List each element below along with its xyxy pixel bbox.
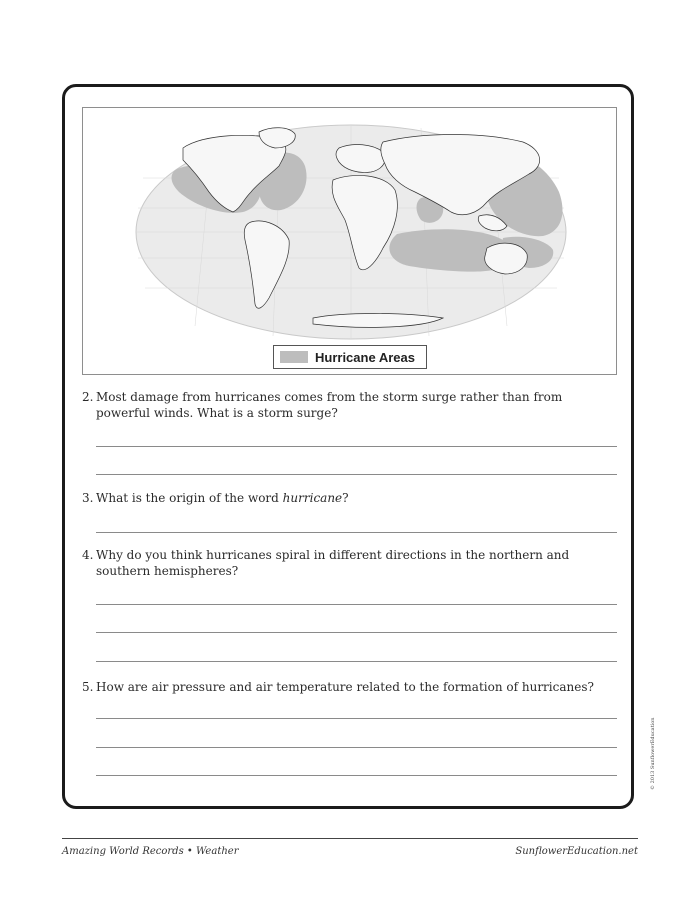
answer-line[interactable] (96, 532, 617, 533)
world-map-panel (82, 107, 617, 375)
copyright-note: © 2013 SunflowerEducation (650, 717, 656, 790)
answer-line[interactable] (96, 718, 617, 719)
question-text: Most damage from hurricanes comes from the storm surge rather than from powerful winds. What is a storm surge? (96, 390, 563, 420)
italic-term: hurricane (282, 491, 343, 505)
question-text: How are air pressure and air temperature related to the formation of hurricanes? (96, 680, 594, 694)
world-map (83, 108, 618, 376)
answer-line[interactable] (96, 632, 617, 633)
answer-line[interactable] (96, 446, 617, 447)
footer-website: SunflowerEducation.net (515, 846, 638, 857)
question-number: 2. (82, 390, 94, 404)
footer-divider (62, 838, 638, 839)
map-legend (273, 345, 427, 369)
question-text: Why do you think hurricanes spiral in different directions in the northern and southern hemispheres? (96, 548, 570, 578)
footer-title: Amazing World Records • Weather (62, 846, 239, 857)
answer-line[interactable] (96, 747, 617, 748)
question-number: 4. (82, 548, 94, 562)
question-5 (82, 679, 612, 695)
answer-line[interactable] (96, 775, 617, 776)
question-number: 5. (82, 680, 94, 694)
legend-label: Hurricane Areas (315, 349, 415, 365)
question-2 (82, 389, 612, 421)
answer-line[interactable] (96, 661, 617, 662)
answer-line[interactable] (96, 474, 617, 475)
question-number: 3. (82, 491, 94, 505)
question-4 (82, 547, 612, 579)
legend-swatch (280, 351, 308, 363)
question-3 (82, 490, 612, 506)
answer-line[interactable] (96, 604, 617, 605)
question-text: What is the origin of the word hurricane? (96, 491, 349, 505)
